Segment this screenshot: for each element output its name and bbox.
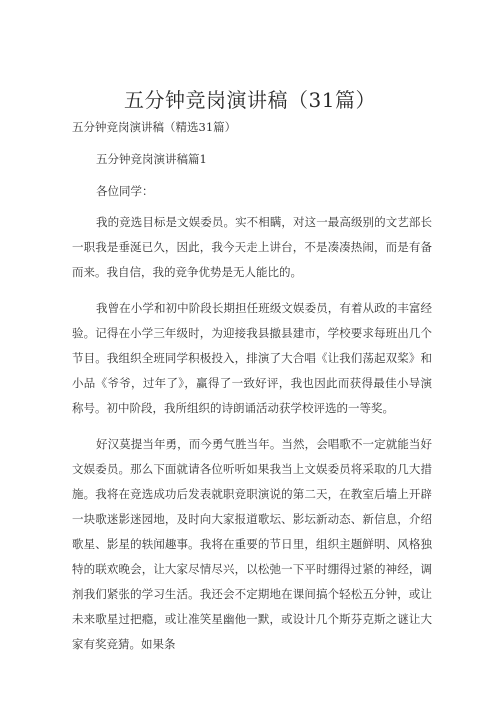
section-heading: 五分钟竞岗演讲稿篇1 <box>96 152 207 166</box>
document-subtitle: 五分钟竞岗演讲稿（精选31篇） <box>72 120 237 134</box>
body-paragraph: 好汉莫提当年勇，而今勇气胜当年。当然，会唱歌不一定就能当好文娱委员。那么下面就请各位听听如果我当上文娱委员将采取的几大措施。我将在竞选成功后发表就职竞职演说的第二天，在教室后墙上开辟一块歌迷影迷园地，及时向大家报道歌坛、影坛新动态、新信息，介绍歌星、影星的轶闻趣事。我将在重要的节日里，组织主题鲜明、风格独特的联欢晚会，让大家尽情尽兴，以松弛一下平时绷得过紧的神经，调剂我们紧张的学习生活。我还会不定期地在课间搞个轻松五分钟，或让未来歌星过把瘾，或让准笑星幽他一默，或设计几个斯芬克斯之谜让大家有奖竞猜。如果条 <box>72 437 432 651</box>
body-paragraph: 我的竞选目标是文娱委员。实不相瞒，对这一最高级别的文艺部长一职我是垂涎已久，因此，我今天走上讲台，不是凑凑热闹，而是有备而来。我自信，我的竞争优势是无人能比的。 <box>72 215 432 279</box>
document-title: 五分钟竞岗演讲稿（31篇） <box>124 88 376 112</box>
greeting-line: 各位同学： <box>96 184 154 198</box>
body-paragraph: 我曾在小学和初中阶段长期担任班级文娱委员，有着从政的丰富经验。记得在小学三年级时，为迎接我县撤县建市，学校要求每班出几个节目。我组织全班同学积极投入，排演了大合唱《让我们荡起双桨》和小品《爷爷，过年了》，赢得了一致好评，我也因此而获得最佳小导演称号。初中阶段，我所组织的诗朗诵活动获学校评选的一等奖。 <box>72 301 432 415</box>
